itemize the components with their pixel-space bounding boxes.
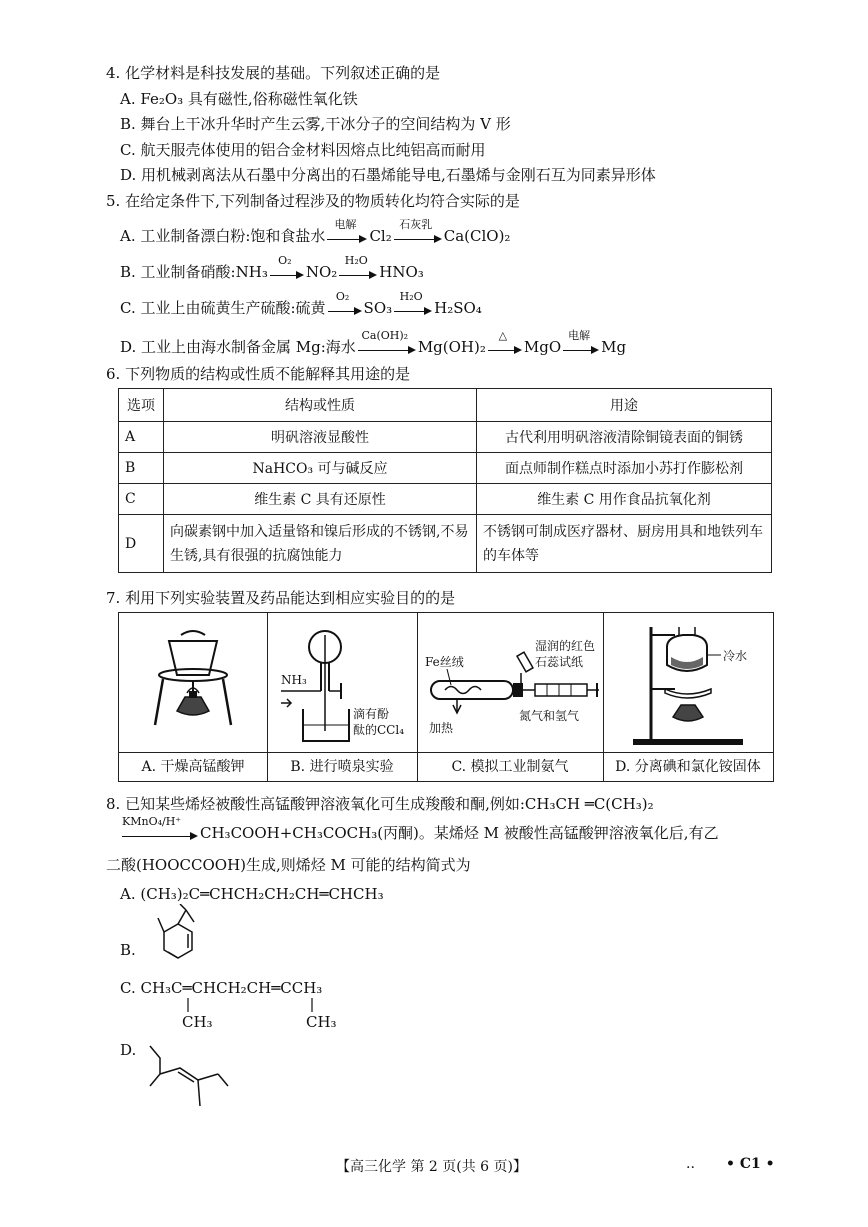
reaction-arrow	[394, 218, 442, 247]
table-cell: D	[119, 515, 164, 573]
footer-dots: ..	[686, 1156, 695, 1172]
apparatus-d	[603, 613, 773, 781]
caption-a: A. 干燥高锰酸钾	[119, 752, 267, 781]
reaction-arrow	[358, 329, 416, 358]
phenol-label-2: 酞的CCl₄	[353, 723, 405, 737]
q5-option-d	[120, 329, 627, 358]
q4-option-c: C. 航天服壳体使用的铝合金材料因熔点比纯铝高而耐用	[120, 141, 486, 159]
q5-b-label: B. 工业制备硝酸:NH₃	[120, 263, 268, 281]
table-header-row	[119, 389, 772, 422]
tripod-dish-figure	[119, 613, 267, 753]
heat-label: 加热	[429, 721, 454, 735]
table-cell: NaHCO₃ 可与碱反应	[164, 453, 477, 484]
caption-d: D. 分离碘和氯化铵固体	[603, 752, 773, 781]
q5-d-product3: Mg	[601, 338, 627, 356]
caption-c: C. 模拟工业制氨气	[417, 752, 603, 781]
q8-option-b-structure	[140, 904, 220, 974]
table-row	[119, 484, 772, 515]
arrow-condition: 电解	[568, 329, 591, 342]
reaction-arrow	[488, 329, 522, 358]
table-header: 用途	[477, 389, 772, 422]
table-cell: C	[119, 484, 164, 515]
table-cell: 不锈钢可制成医疗器材、厨房用具和地铁列车的车体等	[477, 515, 772, 573]
q8-option-c-bonds	[180, 996, 320, 1014]
caption-b: B. 进行喷泉实验	[267, 752, 417, 781]
table-cell: 面点师制作糕点时添加小苏打作膨松剂	[477, 453, 772, 484]
arrow-condition: Ca(OH)₂	[361, 329, 409, 342]
arrow-condition: H₂O	[344, 254, 368, 267]
q5-b-product1: NO₂	[305, 263, 338, 281]
sublimation-figure	[603, 613, 773, 753]
fe-label: Fe丝绒	[425, 655, 464, 669]
table-cell: 明矾溶液显酸性	[164, 422, 477, 453]
q5-c-product2: H₂SO₄	[434, 299, 482, 317]
reaction-arrow	[339, 254, 377, 283]
apparatus-a	[119, 613, 268, 781]
q8-stem-line2	[120, 815, 719, 844]
q5-option-a	[120, 218, 511, 247]
water-label: 冷水	[723, 649, 748, 663]
q5-option-c	[120, 290, 482, 319]
q5-b-product2: HNO₃	[379, 263, 424, 281]
arrow-condition: KMnO₄/H⁺	[122, 815, 182, 828]
q7-apparatus-grid	[118, 612, 774, 782]
page-footer: 【高三化学 第 2 页(共 6 页)】	[336, 1159, 527, 1175]
arrow-condition: O₂	[335, 290, 350, 303]
q8-stem-line1: 8. 已知某些烯烃被酸性高锰酸钾溶液氧化可生成羧酸和酮,例如:CH₃CH ═C(CH₃)₂	[106, 795, 654, 813]
phenol-label-1: 滴有酚	[353, 707, 390, 721]
q5-option-b	[120, 254, 424, 283]
q5-a-product1: Cl₂	[369, 227, 392, 245]
q5-d-product1: Mg(OH)₂	[417, 338, 486, 356]
q5-a-product2: Ca(ClO)₂	[443, 227, 511, 245]
q4-option-a: A. Fe₂O₃ 具有磁性,俗称磁性氧化铁	[120, 90, 358, 108]
q8-option-d-label: D.	[120, 1041, 137, 1059]
arrow-condition: 电解	[334, 218, 357, 231]
q5-a-label: A. 工业制备漂白粉:饱和食盐水	[120, 227, 326, 245]
gas-label: 氮气和氢气	[519, 709, 580, 723]
q6-stem: 6. 下列物质的结构或性质不能解释其用途的是	[106, 365, 411, 383]
table-cell: 古代利用明矾溶液清除铜镜表面的铜锈	[477, 422, 772, 453]
footer-code: • C1 •	[726, 1156, 775, 1172]
q8-option-d-structure	[140, 1040, 230, 1112]
q8-stem-line3: 二酸(HOOCCOOH)生成,则烯烃 M 可能的结构简式为	[106, 856, 471, 874]
table-cell: 维生素 C 用作食品抗氧化剂	[477, 484, 772, 515]
q5-c-product1: SO₃	[363, 299, 393, 317]
q8-option-c-main: C. CH₃C═CHCH₂CH═CCH₃	[120, 979, 323, 997]
paper-label-2: 石蕊试纸	[535, 655, 584, 669]
table-cell: B	[119, 453, 164, 484]
q5-d-product2: MgO	[523, 338, 562, 356]
reaction-arrow	[394, 290, 432, 319]
table-cell: 维生素 C 具有还原性	[164, 484, 477, 515]
q8-option-c-methyl-2: CH₃	[306, 1013, 337, 1031]
q4-stem: 4. 化学材料是科技发展的基础。下列叙述正确的是	[106, 64, 441, 82]
arrow-condition: H₂O	[399, 290, 423, 303]
apparatus-c	[417, 613, 604, 781]
reaction-arrow	[270, 254, 304, 283]
q8-stem-line2-text: CH₃COOH+CH₃COCH₃(丙酮)。某烯烃 M 被酸性高锰酸钾溶液氧化后,有乙	[200, 824, 719, 842]
table-row	[119, 515, 772, 573]
reaction-arrow	[563, 329, 599, 358]
q5-d-label: D. 工业上由海水制备金属 Mg:海水	[120, 338, 356, 356]
table-cell: A	[119, 422, 164, 453]
arrow-condition: O₂	[278, 254, 292, 267]
table-row	[119, 453, 772, 484]
arrow-condition: △	[498, 329, 508, 342]
q8-option-c-methyl-1: CH₃	[182, 1013, 213, 1031]
table-row	[119, 422, 772, 453]
table-header: 结构或性质	[164, 389, 477, 422]
reaction-arrow	[327, 218, 367, 247]
q6-table	[118, 388, 772, 573]
table-header: 选项	[119, 389, 164, 422]
q8-option-a: A. (CH₃)₂C═CHCH₂CH₂CH═CHCH₃	[120, 885, 384, 903]
table-cell: 向碳素钢中加入适量铬和镍后形成的不锈钢,不易生锈,具有很强的抗腐蚀能力	[164, 515, 477, 573]
arrow-condition: 石灰乳	[399, 218, 433, 231]
apparatus-b	[267, 613, 418, 781]
reaction-arrow	[328, 290, 362, 319]
q5-stem: 5. 在给定条件下,下列制备过程涉及的物质转化均符合实际的是	[106, 192, 520, 210]
q7-stem: 7. 利用下列实验装置及药品能达到相应实验目的的是	[106, 589, 456, 607]
q4-option-b: B. 舞台上干冰升华时产生云雾,干冰分子的空间结构为 V 形	[120, 115, 511, 133]
q5-c-label: C. 工业上由硫黄生产硫酸:硫黄	[120, 299, 326, 317]
paper-label-1: 湿润的红色	[535, 639, 596, 653]
q8-option-b-label: B.	[120, 941, 136, 959]
reaction-arrow	[122, 815, 198, 844]
q4-option-d: D. 用机械剥离法从石墨中分离出的石墨烯能导电,石墨烯与金刚石互为同素异形体	[120, 166, 656, 184]
nh3-label: NH₃	[281, 673, 307, 687]
